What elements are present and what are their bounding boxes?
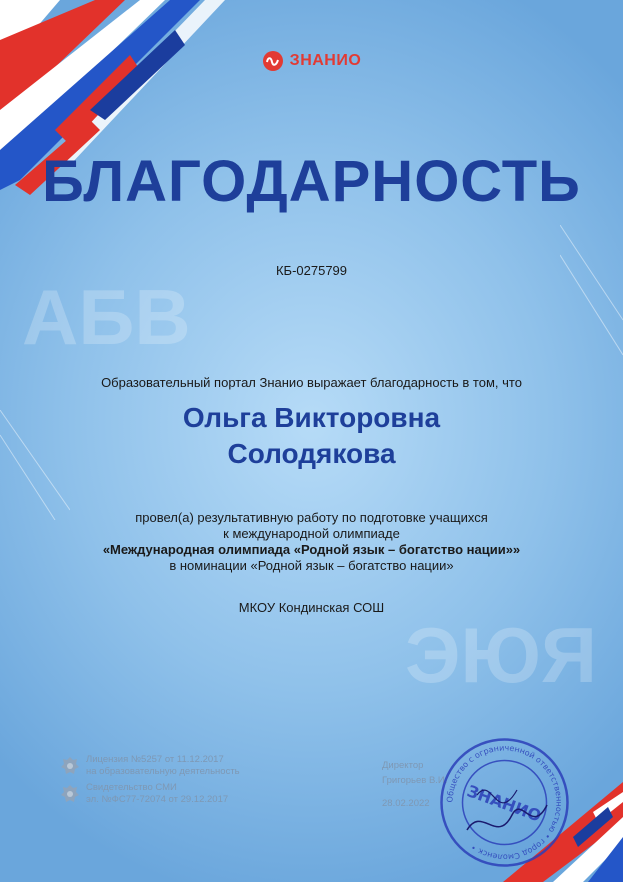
license-line-2: на образовательную деятельность xyxy=(86,766,240,777)
nomination-line: в номинации «Родной язык – богатство нации» xyxy=(169,558,454,573)
recipient-first-names: Ольга Викторовна xyxy=(182,402,441,433)
event-name: «Международная олимпиада «Родной язык – богатство нации»» xyxy=(102,542,521,557)
license-block xyxy=(60,754,240,778)
certificate-number: КБ-0275799 xyxy=(275,263,348,278)
company-stamp xyxy=(437,735,572,870)
recipient-surname: Солодякова xyxy=(227,438,396,469)
intro-text: Образовательный портал Знанио выражает благодарность в том, что xyxy=(101,375,522,390)
emblem-icon xyxy=(60,783,80,805)
director-name: Григорьев В.И. xyxy=(382,775,448,786)
svg-text:Общество с ограниченной ответс: Общество с ограниченной ответственностью • город Смоленск • xyxy=(445,743,564,862)
emblem-icon xyxy=(60,755,80,777)
certificate-title: БЛАГОДАРНОСТЬ xyxy=(42,149,581,214)
decor-lines-right xyxy=(560,225,623,365)
media-line-1: Свидетельство СМИ xyxy=(86,782,177,793)
director-role: Директор xyxy=(382,760,424,771)
license-line-1: Лицензия №5257 от 11.12.2017 xyxy=(86,754,224,765)
svg-text:ЗНАНИО: ЗНАНИО xyxy=(464,781,544,826)
media-certificate-block xyxy=(60,782,228,806)
logo-text: ЗНАНИО xyxy=(289,52,362,69)
znanio-logo xyxy=(0,50,623,72)
description-line-1: провел(а) результативную работу по подготовке учащихся xyxy=(135,510,488,525)
watermark-letters-1: АБВ xyxy=(22,273,191,361)
description-line-2: к международной олимпиаде xyxy=(223,526,400,541)
description xyxy=(0,510,623,574)
znanio-logo-icon xyxy=(262,50,284,72)
watermark-letters-2: ЭЮЯ xyxy=(405,611,597,699)
recipient-name xyxy=(0,400,623,472)
issue-date: 28.02.2022 xyxy=(382,798,430,809)
school-name: МКОУ Кондинская СОШ xyxy=(238,600,385,615)
media-line-2: эл. №ФС77-72074 от 29.12.2017 xyxy=(86,794,229,805)
